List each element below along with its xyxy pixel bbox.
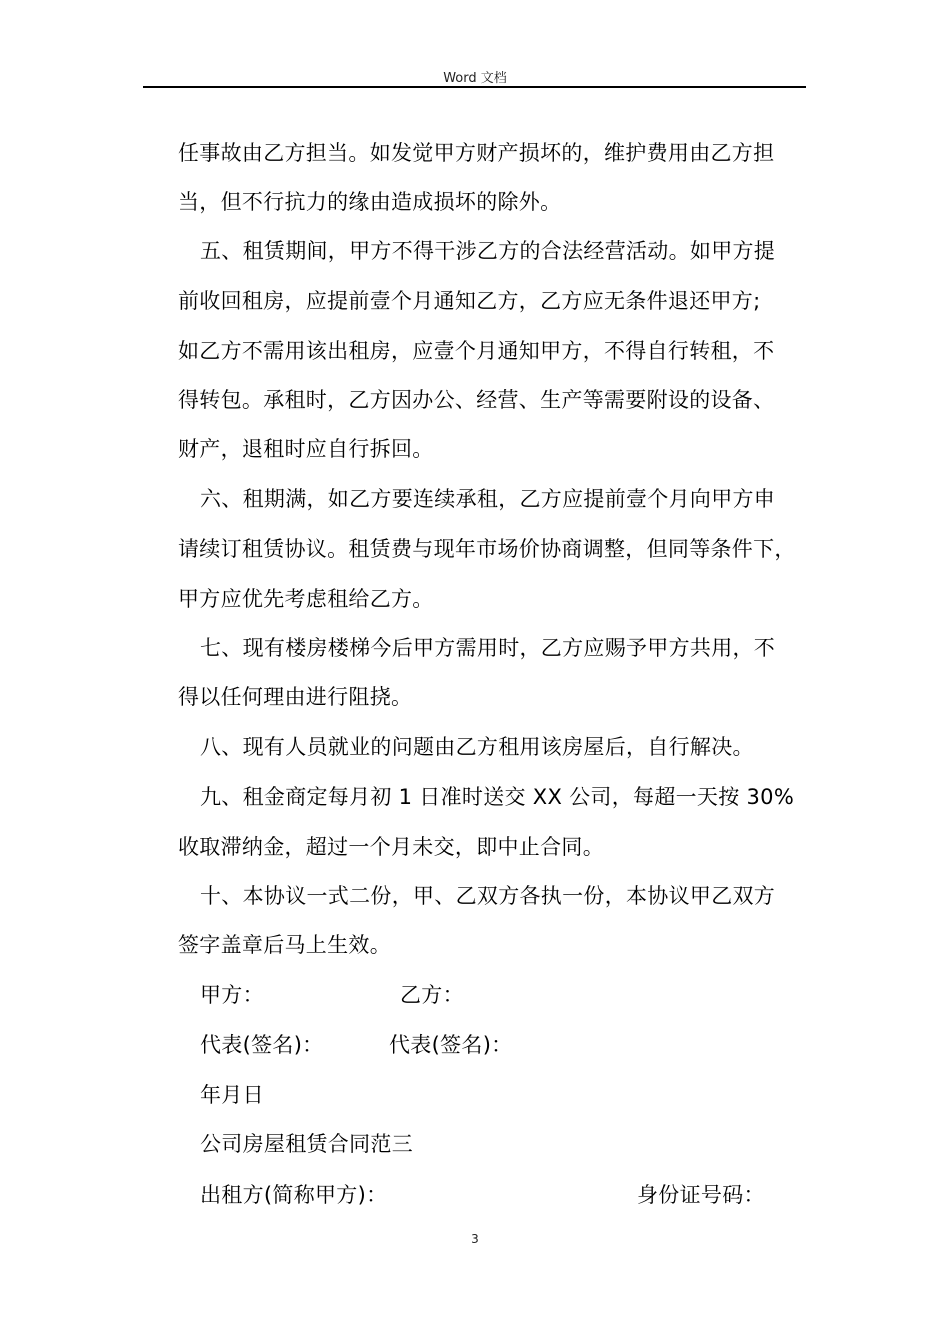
body-line: 九、租金商定每月初 1 日准时送交 XX 公司，每超一天按 30% bbox=[200, 785, 795, 809]
body-line: 财产，退租时应自行拆回。 bbox=[178, 437, 434, 461]
body-line: 八、现有人员就业的问题由乙方租用该房屋后，自行解决。 bbox=[200, 735, 754, 759]
body-line: 得转包。承租时，乙方因办公、经营、生产等需要附设的设备、 bbox=[178, 388, 775, 412]
id-number-label: 身份证号码： bbox=[637, 1183, 765, 1207]
section-title: 公司房屋租赁合同范三 bbox=[200, 1132, 413, 1156]
body-line: 签字盖章后马上生效。 bbox=[178, 933, 391, 957]
body-line: 如乙方不需用该出租房，应壹个月通知甲方，不得自行转租，不 bbox=[178, 339, 775, 363]
body-line: 甲方应优先考虑租给乙方。 bbox=[178, 587, 434, 611]
body-line: 十、本协议一式二份，甲、乙双方各执一份，本协议甲乙双方 bbox=[200, 884, 776, 908]
body-line: 六、租期满，如乙方要连续承租，乙方应提前壹个月向甲方申 bbox=[200, 487, 776, 511]
body-line: 五、租赁期间，甲方不得干涉乙方的合法经营活动。如甲方提 bbox=[200, 239, 776, 263]
body-line: 请续订租赁协议。租赁费与现年市场价协商调整，但同等条件下， bbox=[178, 537, 796, 561]
party-a-label: 甲方： bbox=[200, 983, 264, 1007]
body-line: 收取滞纳金，超过一个月未交，即中止合同。 bbox=[178, 835, 604, 859]
body-line: 得以任何理由进行阻挠。 bbox=[178, 685, 413, 709]
header-divider bbox=[143, 86, 806, 88]
date-label: 年月日 bbox=[200, 1083, 264, 1107]
page-header: Word 文档 bbox=[443, 71, 507, 86]
body-line: 七、现有楼房楼梯今后甲方需用时，乙方应赐予甲方共用，不 bbox=[200, 636, 776, 660]
body-line: 当，但不行抗力的缘由造成损坏的除外。 bbox=[178, 190, 562, 214]
body-line: 任事故由乙方担当。如发觉甲方财产损坏的，维护费用由乙方担 bbox=[178, 141, 775, 165]
page-number: 3 bbox=[471, 1232, 479, 1246]
rep-b-label: 代表(签名)： bbox=[389, 1033, 513, 1057]
rep-a-label: 代表(签名)： bbox=[200, 1033, 324, 1057]
body-line: 前收回租房，应提前壹个月通知乙方，乙方应无条件退还甲方; bbox=[178, 289, 761, 313]
party-b-label: 乙方： bbox=[400, 983, 464, 1007]
lessor-label: 出租方(简称甲方)： bbox=[200, 1183, 388, 1207]
